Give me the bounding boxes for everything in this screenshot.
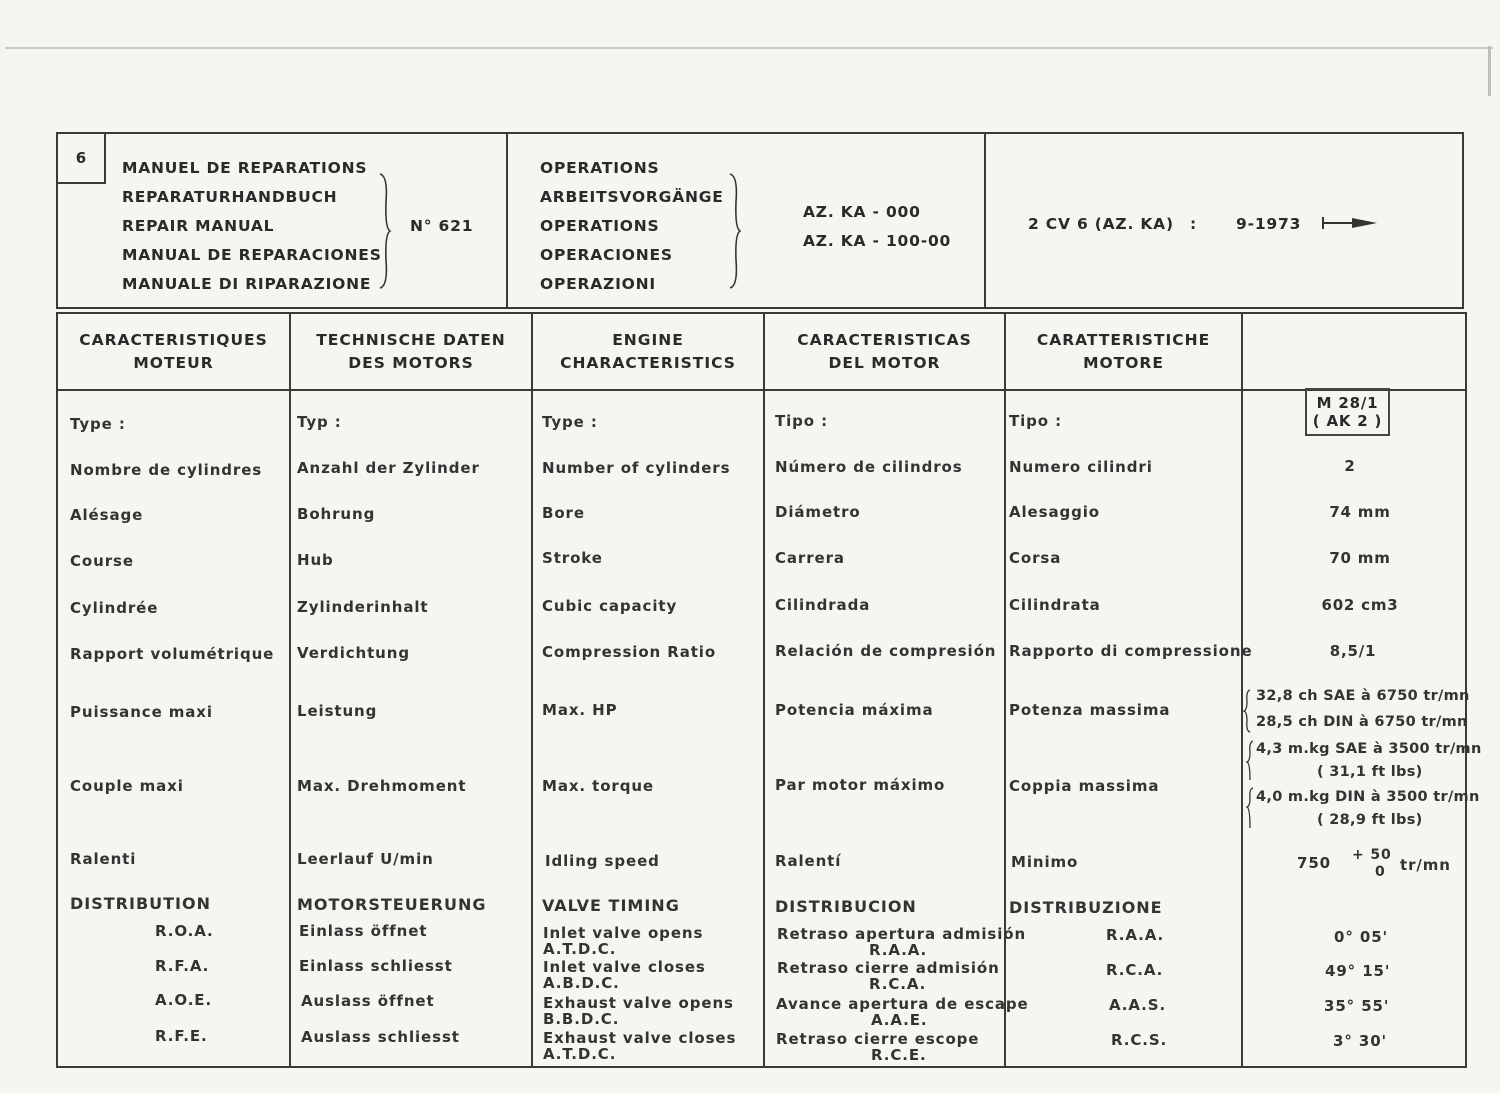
operation-title: OPERATIONS [540,159,660,177]
timing-text: Inlet valve closes [543,958,706,976]
idle-minus: 0 [1375,864,1386,880]
label-es: Relación de compresión [775,642,997,660]
label-fr: Puissance maxi [70,703,213,721]
timing-label-de: Auslass schliesst [301,1028,460,1046]
label-fr: Nombre de cylindres [70,461,263,479]
label-it: Potenza massima [1009,701,1171,719]
column-header-line: ENGINE [612,330,684,349]
engine-type-alt: ( AK 2 ) [1312,412,1383,430]
timing-abbr-fr: A.O.E. [155,991,213,1009]
value-cylinders: 2 [1344,457,1356,475]
brace-icon [1246,740,1256,830]
column-header-line: CARACTERISTICAS [797,330,972,349]
timing-label-es [776,996,1029,1028]
label-de: Anzahl der Zylinder [297,459,480,477]
label-en: Max. HP [542,701,618,719]
distribution-title-en: VALVE TIMING [542,896,680,915]
label-de: Zylinderinhalt [297,598,429,616]
label-de: Hub [297,551,334,569]
label-de: Leistung [297,702,378,720]
timing-text: Retraso apertura admisión [777,925,1027,943]
header-divider [506,134,508,307]
timing-abbr-it: R.A.A. [1106,926,1165,944]
label-es: Diámetro [775,503,861,521]
timing-label-de: Einlass schliesst [299,957,453,975]
operation-code: AZ. KA - 100-00 [803,232,952,250]
column-header-es [765,314,1004,389]
value-capacity: 602 cm3 [1321,596,1399,614]
label-it: Corsa [1009,549,1062,567]
label-es: Ralentí [775,852,842,870]
timing-value: 0° 05' [1334,928,1389,946]
timing-text: Retraso cierre admisión [777,959,1000,977]
engine-type-box [1305,388,1390,436]
brace-icon [376,172,394,290]
operation-code: AZ. KA - 000 [803,203,921,221]
label-de: Leerlauf U/min [297,850,434,868]
label-fr: Alésage [70,506,144,524]
manual-title: MANUAL DE REPARACIONES [122,246,382,264]
label-fr: Couple maxi [70,777,184,795]
timing-abbr-fr: R.F.A. [155,957,210,975]
timing-abbr-es: R.C.A. [869,975,927,993]
idle-base: 750 [1297,854,1332,872]
column-divider [763,314,765,1066]
manual-title: REPARATURHANDBUCH [122,188,338,206]
timing-abbr-it: R.C.A. [1106,961,1164,979]
brace-icon [1243,689,1253,733]
timing-abbr-es: R.C.E. [871,1046,927,1064]
brace-icon [726,172,744,290]
operation-title-list [540,154,724,299]
column-header-line: MOTEUR [133,353,214,372]
label-de: Verdichtung [297,644,410,662]
timing-abbr-en: A.T.D.C. [543,1045,617,1063]
distribution-title-es: DISTRIBUCION [775,897,917,916]
column-header-fr [58,314,289,389]
page-number: 6 [58,134,106,184]
timing-text: Avance apertura de escape [776,995,1029,1013]
timing-abbr-fr: R.O.A. [155,922,214,940]
torque-din: 4,0 m.kg DIN à 3500 tr/mn [1256,789,1480,805]
label-it: Coppia massima [1009,777,1160,795]
label-en: Idling speed [545,852,660,870]
manual-title-list [122,154,382,299]
header-box [56,132,1464,309]
label-it: Tipo : [1009,412,1063,430]
label-es: Número de cilindros [775,458,963,476]
operation-title: OPERACIONES [540,246,673,264]
timing-label-es [777,926,1026,958]
label-it: Numero cilindri [1009,458,1153,476]
column-header-it [1006,314,1241,389]
label-en: Max. torque [542,777,655,795]
timing-value: 35° 55' [1324,997,1390,1015]
label-en: Bore [542,504,585,522]
vehicle-model: 2 CV 6 (AZ. KA) [1028,215,1174,233]
operation-code-list [803,198,951,256]
column-header-line: CARATTERISTICHE [1036,330,1211,349]
label-es: Cilindrada [775,596,871,614]
label-it: Alesaggio [1009,503,1100,521]
label-fr: Cylindrée [70,599,159,617]
scan-top-edge-line [5,47,1493,49]
manual-title: MANUEL DE REPARATIONS [122,159,368,177]
timing-text: Retraso cierre escope [776,1030,980,1048]
value-compression: 8,5/1 [1329,642,1377,660]
timing-abbr-en: A.B.D.C. [543,974,620,992]
manual-title: MANUALE DI RIPARAZIONE [122,275,372,293]
vehicle-separator: : [1190,215,1197,233]
operation-title: ARBEITSVORGÄNGE [540,188,724,206]
idle-unit: tr/mn [1400,856,1451,874]
label-fr: Course [70,552,134,570]
timing-abbr-fr: R.F.E. [155,1027,208,1045]
timing-abbr-es: A.A.E. [871,1011,928,1029]
header-divider [984,134,986,307]
timing-value: 3° 30' [1333,1032,1388,1050]
timing-label-en [543,959,706,991]
label-es: Tipo : [775,412,829,430]
torque-sae: 4,3 m.kg SAE à 3500 tr/mn [1256,741,1482,757]
label-en: Stroke [542,549,603,567]
label-en: Cubic capacity [542,597,678,615]
idle-plus: + 50 [1352,847,1392,863]
distribution-title-de: MOTORSTEUERUNG [297,895,487,914]
arrow-right-icon [1322,216,1378,230]
column-divider [289,314,291,1066]
timing-value: 49° 15' [1325,962,1391,980]
torque-din-ftlbs: ( 28,9 ft lbs) [1317,812,1423,828]
timing-label-en [543,925,703,957]
label-en: Number of cylinders [542,459,731,477]
timing-abbr-es: R.A.A. [869,941,928,959]
column-header-line: CARACTERISTIQUES [79,330,268,349]
column-header-line: DEL MOTOR [828,353,941,372]
timing-text: Exhaust valve opens [543,994,734,1012]
manual-number: N° 621 [410,217,474,235]
power-sae: 32,8 ch SAE à 6750 tr/mn [1256,688,1470,704]
timing-label-en [543,1030,736,1062]
timing-text: Inlet valve opens [543,924,704,942]
timing-label-en [543,995,734,1027]
timing-abbr-en: A.T.D.C. [543,940,617,958]
timing-label-es [777,960,1000,992]
label-de: Max. Drehmoment [297,777,467,795]
operation-title: OPERATIONS [540,217,660,235]
label-en: Compression Ratio [542,643,717,661]
effective-date: 9-1973 [1236,215,1302,233]
label-es: Par motor máximo [775,776,946,794]
label-it: Rapporto di compressione [1009,642,1253,660]
label-fr: Ralenti [70,850,137,868]
label-es: Potencia máxima [775,701,934,719]
engine-type-code: M 28/1 [1316,394,1379,412]
manual-title: REPAIR MANUAL [122,217,275,235]
scan-corner-line [1488,46,1491,96]
column-header-en [533,314,763,389]
value-stroke: 70 mm [1329,549,1391,567]
timing-label-de: Einlass öffnet [299,922,428,940]
header-row-divider [58,389,1465,391]
column-header-line: TECHNISCHE DATEN [316,330,506,349]
label-it: Minimo [1011,853,1079,871]
label-de: Bohrung [297,505,376,523]
timing-label-de: Auslass öffnet [301,992,435,1010]
column-header-line: MOTORE [1083,353,1164,372]
timing-abbr-it: A.A.S. [1109,996,1167,1014]
label-it: Cilindrata [1009,596,1101,614]
label-fr: Rapport volumétrique [70,645,275,663]
value-bore: 74 mm [1329,503,1391,521]
label-en: Type : [542,413,598,431]
timing-label-es [776,1031,979,1063]
column-header-line: CHARACTERISTICS [560,353,736,372]
timing-abbr-it: R.C.S. [1111,1031,1168,1049]
timing-text: Exhaust valve closes [543,1029,737,1047]
label-es: Carrera [775,549,845,567]
distribution-title-it: DISTRIBUZIONE [1009,898,1163,917]
column-header-line: DES MOTORS [348,353,474,372]
timing-abbr-en: B.B.D.C. [543,1010,620,1028]
power-din: 28,5 ch DIN à 6750 tr/mn [1256,714,1468,730]
label-fr: Type : [70,415,126,433]
column-divider [531,314,533,1066]
label-de: Typ : [297,413,342,431]
torque-sae-ftlbs: ( 31,1 ft lbs) [1317,764,1423,780]
operation-title: OPERAZIONI [540,275,656,293]
distribution-title-fr: DISTRIBUTION [70,894,211,913]
column-header-de [291,314,531,389]
